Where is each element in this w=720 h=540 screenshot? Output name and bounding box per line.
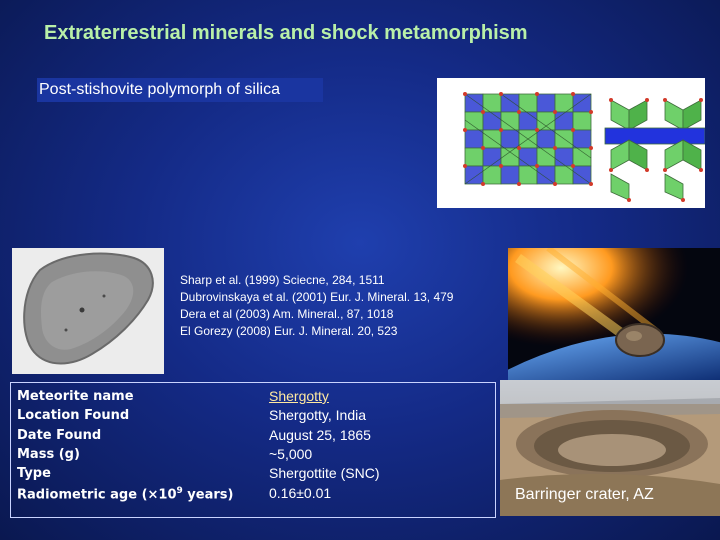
crater-caption: Barringer crater, AZ xyxy=(515,486,654,503)
value-mass: ~5,000 xyxy=(269,446,313,462)
value-type: Shergottite (SNC) xyxy=(269,465,380,481)
value-meteorite-name-link[interactable]: Shergotty xyxy=(269,388,329,404)
value-radiometric-age: 0.16±0.01 xyxy=(269,485,332,501)
age-label-exponent: 9 xyxy=(176,486,183,496)
references-list xyxy=(180,272,453,340)
label-radiometric-age xyxy=(17,486,233,502)
reference-item: Sharp et al. (1999) Sciecne, 284, 1511 xyxy=(180,273,385,287)
age-label-prefix: Radiometric age (×10 xyxy=(17,487,177,503)
label-date-found: Date Found xyxy=(17,428,102,443)
asteroid-impact-illustration xyxy=(508,248,720,380)
value-location-found: Shergotty, India xyxy=(269,407,367,423)
reference-item: Dubrovinskaya et al. (2001) Eur. J. Mineral. 13, 479 xyxy=(180,290,454,304)
crystal-structure-image xyxy=(437,78,705,208)
value-date-found: August 25, 1865 xyxy=(269,427,371,443)
reference-item: Dera et al (2003) Am. Mineral., 87, 1018 xyxy=(180,307,394,321)
reference-item: El Gorezy (2008) Eur. J. Mineral. 20, 523 xyxy=(180,324,398,338)
label-meteorite-name: Meteorite name xyxy=(17,389,134,404)
label-location-found: Location Found xyxy=(17,408,130,423)
label-type: Type xyxy=(17,466,51,481)
label-mass: Mass (g) xyxy=(17,447,80,462)
slide-title: Extraterrestrial minerals and shock metamorphism xyxy=(44,22,528,44)
meteorite-sample-drawing xyxy=(12,248,164,374)
meteorite-sample-image xyxy=(12,248,164,374)
silica-polymorph-structure-diagram xyxy=(437,78,705,208)
asteroid-impact-image xyxy=(508,248,720,380)
slide-subtitle: Post-stishovite polymorph of silica xyxy=(37,78,323,102)
age-label-suffix: years) xyxy=(182,487,234,503)
